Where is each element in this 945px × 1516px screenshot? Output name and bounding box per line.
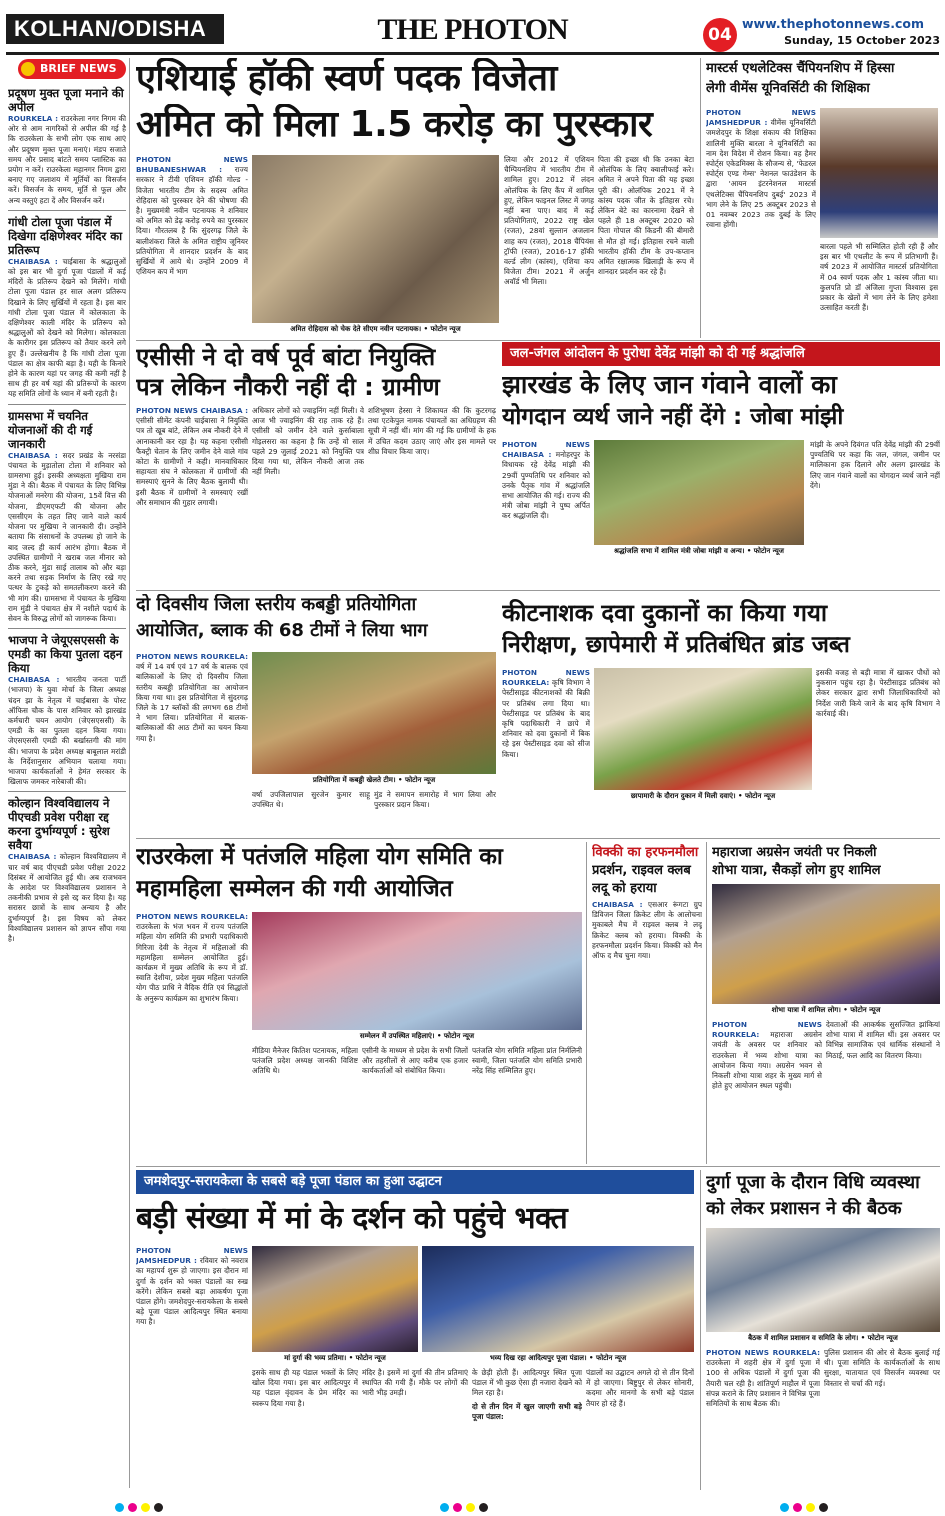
teacher-portrait [820,108,938,238]
jungle-headline-2: योगदान व्यर्थ जाने नहीं देंगे : जोबा मांझी [502,404,844,430]
brief-title-3: ग्रामसभा में चयनित योजनाओं की दी गई जानकारी [8,408,93,451]
jungle-headline-1: झारखंड के लिए जान गंवाने वालों का [502,370,837,399]
brief-body-1: ROURKELA : राउरकेला नगर निगम की ओर से आम नागरिकों से अपील की गई है कि राउरकेला के सभी लोग एक साथ आएं और प्रदूषण मुक्त पूजा मनाएं। मंडप सजाते समय और प्रसाद बांटते समय प्लास्टिक का प्रयोग न करें। राउरकेला महानगर निगम द्वारा बनाए गए जलाशय में मूर्तियों का विसर्जन करें। विसर्जन के समय, मूर्ति से फूल और अन्य वस्तुएं हटा दें और विसर्जन करें। [8,114,126,205]
masters-body: PHOTON NEWS JAMSHEDPUR : वीमेंस यूनिवर्सिटी जमशेदपुर के शिक्षा संकाय की शिक्षिका शालिनी मुक्ति बारला ने यूनिवर्सिटी का नाम देश विदेश में रोशन किया। वह हैमर स्पोर्ट्स एकेडमिक्स के सौजन्य से, 'फेडरल स्पोर्ट्स एण्ड गेम्स' नेशनल फाउंडेशन के द्वारा 'आयन इंटरनेशनल मास्टर्स एथलेटिक्स चैंपियनशिप दुबई' 2023 में भाग लेने के लिए 25 अक्टूबर 2023 से 01 नवम्बर 2023 तक दुबई के लिए रवाना होंगी। [706,108,816,230]
magenta-swatch [128,1503,137,1512]
black-swatch-right [819,1503,828,1512]
magenta-swatch-mid [453,1503,462,1512]
pandal-photo-caption: भव्य दिख रहा आदित्यपुर पूजा पंडाल। • फोटोन न्यूज [422,1353,694,1365]
brief-news-icon [21,62,35,76]
kabaddi-photo-caption: प्रतियोगिता में कबड्डी खेलते टीम। • फोटोन न्यूज [252,775,496,787]
pesticide-headline-1: कीटनाशक दवा दुकानों का किया गया [502,599,828,627]
agrasen-headline-1: महाराजा अग्रसेन जयंती पर निकली [712,845,877,860]
hockey-headline-2: अमित को मिला 1.5 करोड़ का पुरस्कार [136,104,653,145]
pandal-headline: बड़ी संख्या में मां के दर्शन को पहुंचे भक्त [136,1201,568,1236]
agrasen-photo-caption: शोभा यात्रा में शामिल लोग। • फोटोन न्यूज [712,1005,940,1017]
acc-headline-2: पत्र लेकिन नौकरी नहीं दी : ग्रामीण [136,373,440,401]
durga-meeting-caption: बैठक में शामिल प्रशासन व समिति के लोग। • फोटोन न्यूज [706,1333,940,1345]
kabaddi-body-3: मुंड ने समापन समारोह में भाग लिया और पुरस्कार प्रदान किया। [374,790,496,810]
durga-meeting-photo [706,1228,940,1332]
pesticide-photo-caption: छापामारी के दौरान दुकान में मिली दवाएं। • फोटोन न्यूज [594,791,812,803]
row1-divider [136,340,940,341]
acc-body-3: शशिभूषण हेस्सा ने शिकायत की कि कुटरगढ़ तथा एटकेपुल नामक पंचायतों का अधिग्रहण की सूची में नहीं थीं। मांग की गई कि ग्रामीणों के हक में उचित कदम उठाए जाएं और इस मामले पर शीघ्र विचार किया जाए। [368,406,496,456]
pandal-col-4 [472,1368,582,1490]
durga-idol-photo [252,1246,418,1352]
brief-title-4: भाजपा ने जेयूएसएससी के एमडी का किया पुतला दहन किया [8,633,123,676]
kabaddi-body-2: वर्षा उपजिलापाल सुरजेन कुमार साहू उपस्थित थे। [252,790,370,810]
pesticide-body-1: PHOTON NEWS ROURKELA: कृषि विभाग ने पेस्टीसाइड कीटनाशकों की बिक्री पर प्रतिबंध लगा दिया था। पेस्टीसाइड पर प्रतिबंध के बाद कृषि पदाधिकारी ने छापे में शनिवार को दवा दुकानों में बिक रहे इस पेस्टीसाइड दवा को सीज किया। [502,668,590,759]
yoga-body-4: पतंजलि योग समिति महिला प्रांत निर्मलिनी स्वामी, जिला पतंजलि योग समिति प्रभारी नरेंद्र सिंह सम्मिलित हुए। [472,1046,582,1076]
kabaddi-body: PHOTON NEWS ROURKELA: वर्ष में 14 वर्ष एवं 17 वर्ष के बालक एवं बालिकाओं के लिए दो दिवसीय जिला स्तरीय कबड्डी प्रतियोगिता का आयोजन किया गया था। इस प्रतियोगिता में सुंदरगढ़ जिले के 17 ब्लॉकों की लगभग 68 टीमों ने भाग लिया। प्रतियोगिता में बालक-बालिकाओं की आठ टीमों का चयन किया गया है। [136,652,248,743]
brief-title-2: गांधी टोला पूजा पंडाल में दिखेगा दक्षिणेश्वर मंदिर का प्रतिरूप [8,214,123,257]
pesticide-body-2: इसकी वजह से बड़ी मात्रा में खाकर पौधों को नुकसान पहुंच रहा है। पेस्टीसाइड प्रतिबंध को लेकर सरकार द्वारा सभी जिलाधिकारियों को निर्देश जारी किये जाने के बाद कृषि विभाग ने कार्रवाई की। [816,668,940,718]
brief-news-tag [18,59,126,79]
issue-date: Sunday, 15 October 2023 [784,34,940,47]
hockey-col3: पिता की इच्छा थी कि उनका बेटा ओलंपिक के लिए क्वालीफाई करे। अमित ने अपने पिता की यह इच्छा पूरी की। ओलंपिक 2021 में ने कांस्य पदक जीत के इतिहास रचे। लेकिन बेटे का कारनामा देखने से पहले ही 18 अक्टूबर 2020 को पिता गोपाल की किडनी की बीमारी से मौत हो गई। इतिहास रचने वाली भारतीय हॉकी टीम के उप-कप्तान अमित रक्षात्मक खिलाड़ी के रूप में शानदार प्रदर्शन कर रहे हैं। [598,155,694,277]
brief-title-5: कोल्हान विश्वविद्यालय ने पीएचडी प्रवेश परीक्षा रद्द करना दुर्भाग्यपूर्ण : सुरेश सवैया [8,796,110,853]
brief-news-label: BRIEF NEWS [40,62,117,75]
durga-headline-1: दुर्गा पूजा के दौरान विधि व्यवस्था [706,1172,920,1193]
hockey-photo [252,155,499,323]
cricket-headline-1: विक्की का हरफनमौला [592,845,699,860]
yellow-swatch-mid [466,1503,475,1512]
cricket-body: CHAIBASA : एसआर रूंगटा ग्रुप डिविजन जिला क्रिकेट लीग के आलोचना मुकाबले मैच में राइवल क्लब ने लदू क्रिकेट क्लब को हराया। विक्की के हरफनमौला प्रदर्शन किया। विक्की को मैन ऑफ द मैच चुना गया। [592,900,702,961]
jungle-banner: जल-जंगल आंदोलन के पुरोधा देवेंद्र मांझी को दी गई श्रद्धांजलि [502,342,940,366]
durga-divider [700,1170,701,1490]
agrasen-photo [712,884,940,1004]
yoga-photo [252,912,582,1030]
durga-body-2: पुलिस प्रशासन की ओर से बैठक बुलाई गई थी। पूजा समिति के कार्यकर्ताओं के साथ सुरक्षा, यातायात एवं विसर्जन व्यवस्था पर विस्तार से चर्चा की गई। [824,1348,940,1388]
yoga-photo-caption: सम्मेलन में उपस्थित महिलाएं। • फोटोन न्यूज [252,1031,582,1043]
masthead: THE PHOTON [377,13,568,46]
cricket-divider [586,842,587,1164]
kabaddi-headline-1: दो दिवसीय जिला स्तरीय कबड्डी प्रतियोगिता [136,594,417,615]
cyan-swatch [115,1503,124,1512]
pandal-body-2: इसके साथ ही यह पंडाल भक्तों के लिए खोल दिया गया। इस बार आदित्यपुर में यह पंडाल वृंदावन के प्रेम मंदिर का स्वरूप दिया गया है। [252,1368,358,1408]
kabaddi-headline-2: आयोजित, ब्लाक की 68 टीमों ने लिया भाग [136,620,428,641]
brief-body-5: CHAIBASA : कोल्हान विश्वविद्यालय में चार वर्ष बाद पीएचडी प्रवेश परीक्षा 2022 दिसंबर में आयोजित हुई थी। अब राजभवन के आदेश पर विश्वविद्यालय प्रशासन ने तकनीकी प्रभाव से इसे रद्द कर दिया है। यह सरासर छात्रों के साथ अन्याय है और दुर्भाग्यपूर्ण है। इस विषय को लेकर विश्वविद्यालय प्रशासन को ज्ञापन सौंपा गया है। [8,852,126,943]
row2-divider [136,590,940,591]
row3-divider [136,838,940,839]
durga-headline-2: को लेकर प्रशासन ने की बैठक [706,1198,902,1219]
acc-body-2: अधिकार लोगों को ज्वाइनिंग नहीं मिली। वे आज भी ज्वाइनिंग की राह ताक रहे हैं। एसीसी को जमीन देने वाले कुर्साबाला गोइलसरा का कहना है कि उन्हें वो साल पहले 29 जुलाई 2021 को नियुक्ति पत्र दिया गया था, लेकिन नौकरी आज तक नहीं मिली। [252,406,364,477]
durga-idol-caption: मां दुर्गा की भव्य प्रतिमा। • फोटोन न्यूज [252,1353,418,1365]
yoga-body-3: एसीनी के माध्यम से प्रदेश के सभी जिलों और तहसीलों से आए करीब एक हजार कार्यकर्ताओं को संबोधित किया। [362,1046,468,1076]
agrasen-body-2: देवताओं की आकर्षक सुसज्जित झांकियां शोभा यात्रा में शामिल थीं। इस अवसर पर विभिन्न सामाजिक एवं धार्मिक संस्थानों ने मिठाई, फल आदि का वितरण किया। [826,1020,940,1060]
brief-body-4: CHAIBASA : भारतीय जनता पार्टी (भाजपा) के युवा मोर्चा के जिला अध्यक्ष चंदन झा के नेतृत्व में चाईबासा के पोस्ट ऑफिस चौक के पास शनिवार को झारखंड कर्मचारी चयन आयोग (जेएसएससी) के एमडी के का पुतला दहन किया गया। जेएसएससी एमडी की बर्खास्तगी की मांग की। भाजपा के प्रदेश अध्यक्ष बाबूलाल मरांडी के निर्देशानुसार अभियान चलाया गया। भाजपा कार्यकर्ताओं ने हेमंत सरकार के खिलाफ जमकर नारेबाजी की। [8,675,126,787]
brief-body-2: CHAIBASA : चाईबासा के श्रद्धालुओं को इस बार भी दुर्गा पूजा पंडालों में कई मंदिरों के प्रतिरूप देखने को मिलेंगे। गांधी टोला पूजा पंडाल हर साल अलग प्रतिरूप दिखाने के लिए सुर्खियों में रहता है। इस बार गांधी टोला पूजा पंडाल में कोलकाता के दक्षिणेश्वर काली मंदिर के प्रतिरूप को श्रद्धालुओं को देखने को मिलेगा। कोलकाता के कारीगर इस प्रतिरूप को तैयार करने लगे हुए हैं। उल्लेखनीय है कि गांधी टोला पूजा पंडाल का क्षेत्र काफी बड़ा है। यही के किनारे होने के कारण यहां पर जगह की कमी नहीं है साथ ही हर वर्ष यहां की प्रतिरूपों के कारण यह समिति लोगों के ध्यान में बनी रहती है। [8,256,126,399]
acc-headline-1: एसीसी ने दो वर्ष पूर्व बांटा नियुक्ति [136,343,436,371]
sidebar-divider [129,58,130,1488]
magenta-swatch-right [793,1503,802,1512]
yellow-swatch-right [806,1503,815,1512]
jungle-photo [594,440,804,545]
agrasen-body-1: PHOTON NEWS ROURKELA: महाराजा अग्रसेन जयंती के अवसर पर शनिवार को राउरकेला में भव्य शोभा यात्रा का आयोजन किया गया। अग्रसेन भवन से निकली शोभा यात्रा शहर के मुख्य मार्ग से होते हुए आयोजन स्थल पहुंची। [712,1020,822,1091]
page-number-badge: 04 [703,18,737,52]
pesticide-photo [594,668,812,790]
cyan-swatch-right [780,1503,789,1512]
agrasen-headline-2: शोभा यात्रा, सैकड़ों लोग हुए शामिल [712,863,881,878]
row4-divider [136,1166,940,1167]
pesticide-headline-2: निरीक्षण, छापेमारी में प्रतिबंधित ब्रांड जब्त [502,632,850,658]
durga-body-1: PHOTON NEWS ROURKELA: राउरकेला में शहरी क्षेत्र में दुर्गा पूजा में 100 से अधिक पंडालों में दुर्गा पूजा की तैयारी चल रही है। शांतिपूर्ण माहौल में पूजा संपन्न कराने के लिए प्रशासन ने विभिन्न पूजा समितियों के साथ बैठक की। [706,1348,820,1409]
pandal-banner: जमशेदपुर-सरायकेला के सबसे बड़े पूजा पंडाल का हुआ उद्घाटन [136,1170,694,1194]
pandal-subhead: दो से तीन दिन में खुल जाएगी सभी बड़े पूजा पंडाल: [472,1401,582,1421]
brief-title-1: प्रदूषण मुक्त पूजा मनाने की अपील [8,86,124,114]
yoga-headline-1: राउरकेला में पतंजलि महिला योग समिति का [136,844,503,870]
section-label: KOLHAN/ODISHA [6,14,224,44]
yoga-body-1: PHOTON NEWS ROURKELA: राउरकेला के भंज भवन में राज्य पतंजलि महिला योग समिति की प्रभारी पदाधिकारी गिरिजा देवी के नेतृत्व में महिलाओं की महामहिला सम्मेलन आयोजित हुई। कार्यक्रम में मुख्य अतिथि के रूप में डॉ. स्वाति देशीया, प्रदेश मुख्य महिला पतंजलि योग पीठ प्राधि ने वैदिक रीति एवं सिद्धांतों के अनुरूप कार्यक्रम का शुभारंभ किया। [136,912,248,1003]
yellow-swatch [141,1503,150,1512]
jungle-body-1: PHOTON NEWS CHAIBASA : मनोहरपुर के विधायक रहे देवेंद्र मांझी की 29वीं पुण्यतिथि पर शनिवार को उनके पैतृक गांव में श्रद्धांजलि सभा आयोजित की गई। राज्य की मंत्री जोबा मांझी ने पुष्प अर्पित कर श्रद्धांजलि दी। [502,440,590,521]
masters-headline-1: मास्टर्स एथलेटिक्स चैंपियनशिप में हिस्सा [706,61,895,76]
jungle-photo-caption: श्रद्धांजलि सभा में शामिल मंत्री जोबा मांझी व अन्य। • फोटोन न्यूज [594,546,804,558]
website-link[interactable]: www.thephotonnews.com [742,16,924,31]
pandal-body-4: के छेड़ी होती हैं। आदित्यपुर स्थित पूजा पंडाल में भी कुछ ऐसा ही नजारा देखने को मिल रहा है। [472,1368,582,1398]
kabaddi-photo [252,652,496,774]
yoga-headline-2: महामहिला सम्मेलन की गयी आयोजित [136,876,453,902]
agrasen-divider [706,842,707,1164]
hockey-col2: लिया और 2012 में एशियन चैम्पियनशिप में भारतीय टीम में शामिल हुए। 2012 में लंदन ओलंपिक के लिए कैंप में शामिल हुए, लेकिन फाइनल लिस्ट में जगह नहीं बना पाए। बाद में कई प्रतियोगिताएं, 2022 राष्ट्र खेल (रजत), 28वां सुल्तान अजलान शाह कप (रजत), 2018 चैंपियंस ट्रॉफी (रजत), 2016-17 हॉकी वर्ल्ड लीग (कांस्य), एशिया कप विजेता टीम। 2021 में अर्जुन अवॉर्ड भी मिला। [504,155,594,287]
masters-headline-2: लेगी वीमेंस यूनिवर्सिटी की शिक्षिका [706,81,870,96]
hockey-lead: PHOTON NEWS BHUBANESHWAR : राज्य सरकार ने टीवी एशियन हॉकी गोल्ड - विजेता भारतीय टीम के सदस्य अमित रोहिदास को पुरस्कार देने की घोषणा की है। मुख्यमंत्री नवीन पटनायक ने शनिवार को अमित को डेढ़ करोड़ रुपये का पुरस्कार दिया। गौरतलब है कि सुंदरगढ़ जिले के बालीशंकरा जिले के अमित राष्ट्रीय जूनियर प्रतियोगिता में शानदार प्रदर्शन के बाद सुर्खियों में आये थे। उन्होंने 2009 में एशियन कप में भाग [136,155,248,277]
pandal-body-1: PHOTON NEWS JAMSHEDPUR : रविवार को नवरात्र का महापर्व शुरू हो जाएगा। इस दौरान मां दुर्गा के दर्शन को भक्त पंडालों का रुख करेंगे। लेकिन सबसे बड़ा आकर्षण पूजा पंडाल होंगे। जमशेदपुर-सरायकेला के सबसे बड़े पूजा पंडाल आदित्यपुर स्थित बनाया गया है। [136,1246,248,1327]
masters-divider [700,58,701,338]
pandal-photo [422,1246,694,1352]
pandal-body-3: मंदिर है। इसमें मां दुर्गा की तीन प्रतिमाएं स्थापित की गयी हैं। मौके पर लोगों की भारी भीड़ उमड़ी। [362,1368,468,1398]
yoga-body-2: मीडिया मैनेजर कितिश पटनायक, महिला पतंजलि प्रदेश अध्यक्ष जानकी विशिष्ट अतिथि थे। [252,1046,358,1076]
brief-body-3: CHAIBASA : सदर प्रखंड के नरसंडा पंचायत के मुड़ातोला टोला में शनिवार को ग्रामसभा हुई। इसकी अध्यक्षता मुखिया राम मुंडा ने की। बैठक में पंचायत के लिए विभिन्न योजनाओं मनरेगा की योजना, 15वें वित्त की योजना, डीएमएफटी की योजना और एससीएम के तहत लिए जाने वाले कार्य योजना पर मुखिया ने जानकारी दी। उन्होंने बताया कि संसाधनों के उपलब्ध हो जाने के बाद जल्द ही कार्य आरंभ होगा। बैठक में उपस्थित ग्रामीणों ने खराब जल मीनार को ठीक करने, मुंडा साई तालाब को और बड़ा करने तथा सड़क निर्माण के लिए रखे गए पत्थर के टुकड़े को समतलीकरण करने की भी मांग की। ग्रामसभा में पंचायत के मुखिया राम मुंडी ने पंचायत क्षेत्र में नशीले पदार्थ के सेवन के विरुद्ध लोगों को जागरूक किया। [8,450,126,623]
cyan-swatch-mid [440,1503,449,1512]
hockey-photo-caption: अमित रोहिदास को चेक देते सीएम नवीन पटनायक। • फोटोन न्यूज [252,324,499,336]
acc-body-1: PHOTON NEWS CHAIBASA : एसीसी सीमेंट कंपनी चाईबासा ने नियुक्ति पत्र तो खूब बांटे, लेकिन अब नौकरी देने में आनाकानी कर रहा है। यह कहना एसीसी फैक्ट्री चेतान के लिए जमीन देने वाले गांव कोटा के ग्रामीणों ने कही। मानवाधिकार सहायता संघ ने कोलकता में ग्रामीणों की समस्याएं सुनने के लिए बैठक बुलायी थी। इसी बैठक में ग्रामीणों ने समस्याएं रखीं और समाधान की गुहार लगायी। [136,406,248,507]
hockey-headline-1: एशियाई हॉकी स्वर्ण पदक विजेता [136,58,557,99]
jungle-body-2: मांझी के अपने दिवंगत पति देवेंद्र मांझी की 29वीं पुण्यतिथि पर कहा कि जल, जंगल, जमीन पर मालिकाना हक दिलाने और अलग झारखंड के लिए जान गंवाने वालों का योगदान व्यर्थ जाने नहीं देंगे। [810,440,940,490]
brief-news-column [8,82,126,1487]
black-swatch [154,1503,163,1512]
black-swatch-mid [479,1503,488,1512]
masters-body-2: बारला पहले भी सम्मिलित होती रही हैं और इस बार भी एथलीट के रूप में प्रतिभागी हैं। वर्ष 2023 में आयोजित मास्टर्स प्रतियोगिता में 04 स्वर्ण पदक और 1 कांस्य जीता था। कुलपति प्रो डॉ अंजिला गुप्ता विश्वास इस प्रकार के खेलों में भाग लेने के लिए हमेशा उत्साहित करती हैं। [820,242,938,313]
pandal-body-5: पंडालों का उद्घाटन अगले दो से तीन दिनों में हो जाएगा। बिष्टुपुर से लेकर सोनारी, कदमा और मानगो के सभी बड़े पंडाल तैयार हो रहे हैं। [586,1368,694,1408]
cricket-headline-2: प्रदर्शन, राइवल क्लब [592,863,691,878]
cricket-headline-3: लदू को हराया [592,881,657,896]
header-rule [6,52,939,55]
